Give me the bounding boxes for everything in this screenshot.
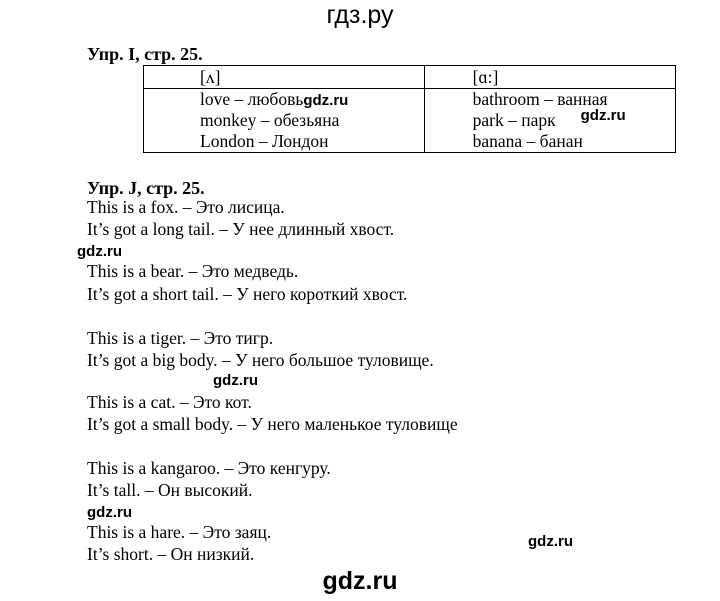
sentence-line: This is a hare. – Это заяц. — [87, 522, 272, 542]
word-row: park – парк — [472, 110, 556, 130]
sentence-line: It’s short. – Он низкий. — [87, 544, 255, 564]
watermark-bottom: gdz.ru — [322, 567, 398, 595]
column-long-a-words — [424, 89, 675, 153]
sentence-line: It’s got a long tail. – У нее длинный хвост. — [87, 219, 395, 239]
sentence-line: It’s got a short tail. – У него короткий хвост. — [87, 284, 408, 304]
watermark-inline: gdz.ru — [580, 107, 626, 124]
watermark: gdz.ru — [213, 372, 258, 389]
watermark: gdz.ru — [87, 504, 132, 521]
word-row: monkey – обезьяна — [200, 110, 340, 130]
phonetics-table — [143, 65, 676, 153]
word-row: love – любовь — [200, 89, 304, 109]
exercise-j-heading: Упр. J, стр. 25. — [87, 178, 205, 198]
watermark: gdz.ru — [77, 243, 122, 260]
watermark-top: гдз.ру — [326, 1, 394, 29]
sentence-line: It’s tall. – Он высокий. — [87, 480, 253, 500]
column-short-a-words — [144, 89, 425, 153]
exercise-i-heading: Упр. I, стр. 25. — [87, 44, 203, 64]
sentence-line: This is a kangaroo. – Это кенгуру. — [87, 458, 331, 478]
sentence-line: It’s got a big body. – У него большое туловище. — [87, 350, 434, 370]
column-header-short-a: [ʌ] — [144, 66, 425, 89]
sentence-line: This is a tiger. – Это тигр. — [87, 328, 274, 348]
word-row: London – Лондон — [200, 131, 329, 151]
word-row: banana – банан — [472, 131, 583, 151]
column-header-long-a: [ɑ:] — [424, 66, 675, 89]
watermark: gdz.ru — [528, 533, 573, 550]
sentence-line: This is a fox. – Это лисица. — [87, 197, 285, 217]
watermark-inline: gdz.ru — [303, 92, 349, 109]
word-row: bathroom – ванная — [472, 89, 608, 109]
sentence-line: It’s got a small body. – У него маленькое туловище — [87, 414, 458, 434]
sentence-line: This is a bear. – Это медведь. — [87, 261, 299, 281]
sentence-line: This is a cat. – Это кот. — [87, 392, 252, 412]
